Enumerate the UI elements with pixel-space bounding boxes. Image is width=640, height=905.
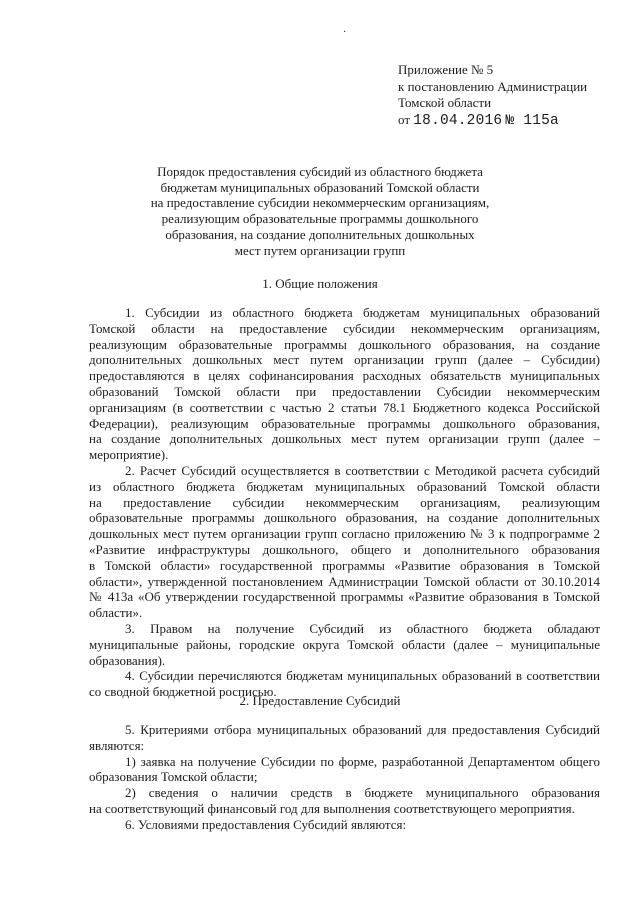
title-line: на предоставление субсидии некоммерческим организациям, bbox=[150, 195, 490, 211]
list-item-line: 1) заявка на получение Субсидии по форме, разработанной Департаментом общего bbox=[125, 753, 600, 769]
paragraph-line: образований Томской области при предоставлении Субсидии некоммерческим bbox=[89, 383, 600, 399]
paragraph-line: на создание дополнительных дошкольных мест путем организации групп (далее – bbox=[89, 431, 600, 447]
paragraph-line: № 413а «Об утверждении государственной программы «Развитие образования в Томской bbox=[89, 589, 600, 605]
paragraph-line: 6. Условиями предоставления Субсидий являются: bbox=[125, 816, 407, 832]
paragraph-line: Томской области на предоставление субсидии некоммерческим организациям, bbox=[89, 320, 600, 336]
paragraph-line: «Развитие инфраструктуры дошкольного, общего и дополнительного образования bbox=[89, 541, 600, 557]
paragraph-line: 4. Субсидии перечисляются бюджетам муниципальных образований в соответствии bbox=[125, 668, 600, 684]
appendix-date-line bbox=[398, 112, 587, 130]
paragraph-line: дополнительных дошкольных мест путем организации групп (далее – Субсидии) bbox=[89, 352, 600, 368]
section-heading-general: 1. Общие положения bbox=[262, 276, 378, 291]
section-general-body bbox=[89, 305, 600, 700]
list-item-line: на соответствующий финансовый год для выполнения соответствующего мероприятия. bbox=[89, 800, 575, 816]
title-line: образования, на создание дополнительных дошкольных bbox=[165, 226, 475, 242]
paragraph-line: из областного бюджета бюджетам муниципальных образований Томской области bbox=[89, 478, 600, 494]
list-item-line: 2) сведения о наличии средств в бюджете муниципального образования bbox=[125, 785, 600, 801]
paragraph-line: области». bbox=[89, 605, 143, 621]
handwritten-number: № 115а bbox=[505, 112, 559, 129]
paragraph-line: со сводной бюджетной росписью. bbox=[89, 684, 277, 700]
title-line: бюджетам муниципальных образований Томской области bbox=[160, 179, 480, 195]
paragraph-line: образования). bbox=[89, 652, 166, 668]
document-title bbox=[90, 164, 550, 258]
paragraph-line: муниципальные районы, городские округа Томской области (далее – муниципальные bbox=[89, 636, 600, 652]
paragraph-line: 5. Критериями отбора муниципальных образований для предоставления Субсидий bbox=[125, 722, 600, 737]
section-provision-body bbox=[89, 722, 600, 833]
title-line: реализующим образовательные программы дошкольного bbox=[161, 211, 479, 227]
scan-mark: · bbox=[343, 27, 347, 38]
section-heading-provision: 2. Предоставление Субсидий bbox=[239, 693, 401, 708]
paragraph-line: 2. Расчет Субсидий осуществляется в соответствии с Методикой расчета субсидий bbox=[125, 462, 600, 478]
paragraph-line: на предоставление субсидии некоммерческим организациям, реализующим bbox=[89, 494, 600, 510]
paragraph-line: в Томской области» государственной программы «Развитие образования в Томской bbox=[89, 557, 600, 573]
paragraph-line: реализующим образовательные программы дошкольного образования, на создание bbox=[89, 336, 600, 352]
appendix-number: Приложение № 5 bbox=[398, 62, 494, 77]
paragraph-line: 3. Правом на получение Субсидий из областного бюджета обладают bbox=[125, 620, 600, 636]
list-item-line: образования Томской области; bbox=[89, 769, 258, 785]
appendix-decree: к постановлению Администрации bbox=[398, 78, 588, 94]
appendix-region: Томской области bbox=[398, 95, 492, 110]
paragraph-line: являются: bbox=[89, 737, 145, 753]
paragraph-line: Федерации), реализующим образовательные программы дошкольного образования, bbox=[89, 415, 600, 431]
paragraph-line: организациям (в соответствии с частью 2 статьи 78.1 Бюджетного кодекса Российской bbox=[89, 399, 600, 415]
paragraph-line: мероприятие). bbox=[89, 447, 169, 463]
handwritten-date: 18.04.2016 bbox=[413, 112, 503, 129]
paragraph-line: образовательные программы дошкольного образования, на создание дополнительных bbox=[89, 510, 600, 526]
title-line: Порядок предоставления субсидий из областного бюджета bbox=[157, 164, 483, 179]
paragraph-line: дошкольных мест путем организации групп согласно приложению № 3 к подпрограмме 2 bbox=[89, 526, 600, 542]
paragraph-line: предоставляются в целях софинансирования расходных обязательств муниципальных bbox=[89, 368, 600, 384]
title-line: мест путем организации групп bbox=[234, 242, 406, 258]
paragraph-line: 1. Субсидии из областного бюджета бюджетам муниципальных образований bbox=[125, 305, 600, 320]
date-prefix: от bbox=[398, 111, 411, 127]
paragraph-line: области», утвержденной постановлением Администрации Томской области от 30.10.2014 bbox=[89, 573, 600, 589]
appendix-header bbox=[398, 62, 587, 129]
